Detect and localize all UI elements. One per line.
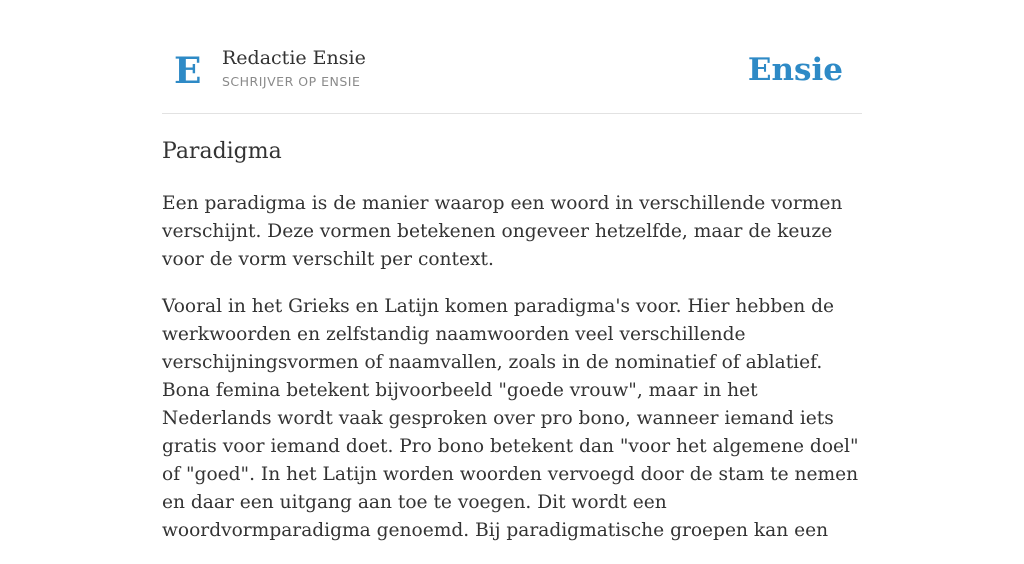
article-paragraph: Vooral in het Grieks en Latijn komen paradigma's voor. Hier hebben de werkwoorden en zelfstandig naamwoorden veel verschillende verschijningsvormen of naamvallen, zoals in de nominatief of ablatief. Bona femina betekent bijvoorbeeld "goede vrouw", maar in het Nederlands wordt vaak gesproken over pro bono, wanneer iemand iets gratis voor iemand doet. Pro bono betekent dan "voor het algemene doel" of "goed". In het Latijn worden woorden vervoegd door de stam te nemen en daar een uitgang aan toe te voegen. Dit wordt een woordvormparadigma genoemd. Bij paradigmatische groepen kan een <box>162 296 859 541</box>
author-name[interactable]: Redactie Ensie <box>222 47 366 69</box>
article-content <box>162 134 862 564</box>
article-paragraph: Een paradigma is de manier waarop een woord in verschillende vormen verschijnt. Deze vormen betekenen ongeveer hetzelfde, maar de keuze voor de vorm verschilt per context. <box>162 193 843 270</box>
article-title: Paradigma <box>162 139 282 164</box>
author-header <box>162 36 862 114</box>
author-avatar-logo[interactable]: E <box>174 50 202 92</box>
author-role: SCHRIJVER OP ENSIE <box>222 74 361 89</box>
brand-logo[interactable]: Ensie <box>747 52 843 88</box>
